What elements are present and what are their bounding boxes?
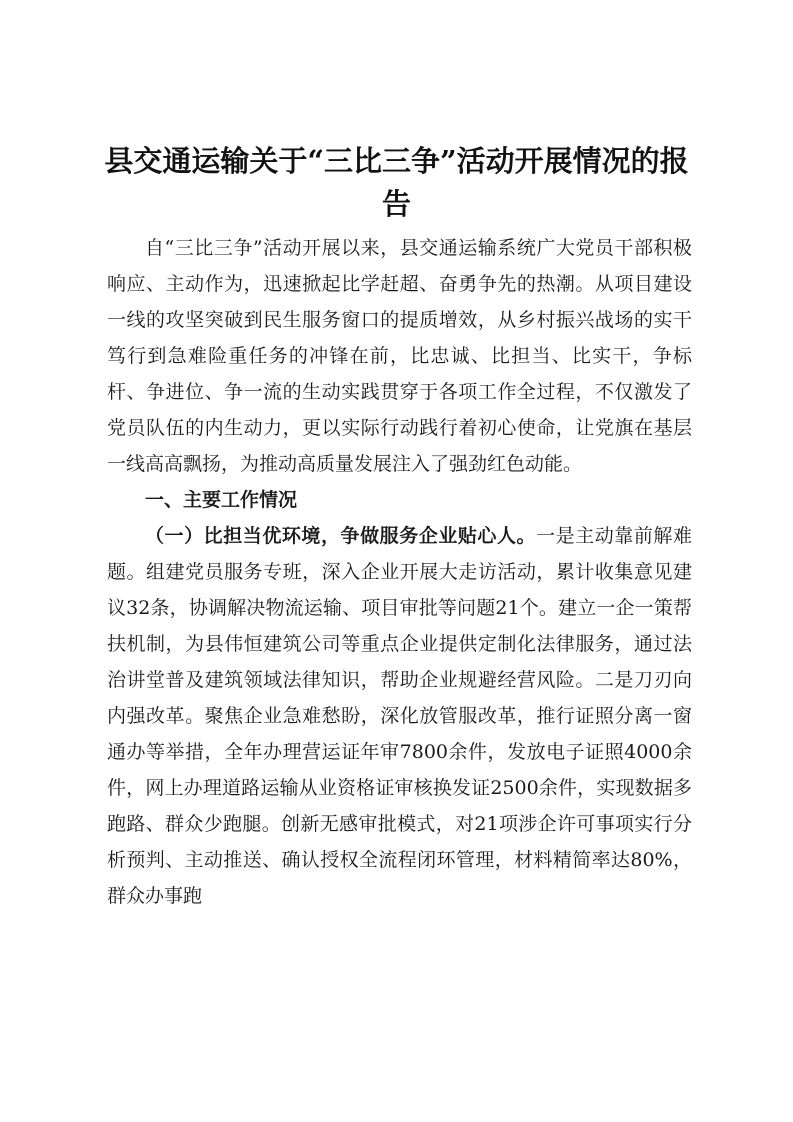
document-title: 县交通运输关于“三比三争”活动开展情况的报告 [104,144,689,221]
subsection-lead: （一）比担当优环境，争做服务企业贴心人。 [145,525,537,547]
section-heading: 一、主要工作情况 [145,489,298,511]
subsection-body: 一是主动靠前解难题。组建党员服务专班，深入企业开展大走访活动，累计收集意见建议32条，协调解决物流运输、项目审批等问题21个。建立一企一策帮扶机制，为县伟恒建筑公司等重点企业提供定制化法律服务，通过法治讲堂普及建筑领域法律知识，帮助企业规避经营风险。二是刀刃向内强改革。聚焦企业急难愁盼，深化放管服改革，推行证照分离一窗通办等举措，全年办理营运证年审7800余件，发放电子证照4000余件，网上办理道路运输从业资格证审核换发证2500余件，实现数据多跑路、群众少跑腿。创新无感审批模式，对21项涉企许可事项实行分析预判、主动推送、确认授权全流程闭环管理，材料精简率达80%，群众办事跑 [107,525,692,907]
intro-paragraph: 自“三比三争”活动开展以来，县交通运输系统广大党员干部积极响应、主动作为，迅速掀起比学赶超、奋勇争先的热潮。从项目建设一线的攻坚突破到民生服务窗口的提质增效，从乡村振兴战场的实干笃行到急难险重任务的冲锋在前，比忠诚、比担当、比实干，争标杆、争进位、争一流的生动实践贯穿于各项工作全过程，不仅激发了党员队伍的内生动力，更以实际行动践行着初心使命，让党旗在基层一线高高飘扬，为推动高质量发展注入了强劲红色动能。 [107,237,692,475]
document-body [107,230,692,914]
subsection-paragraph [107,518,692,914]
